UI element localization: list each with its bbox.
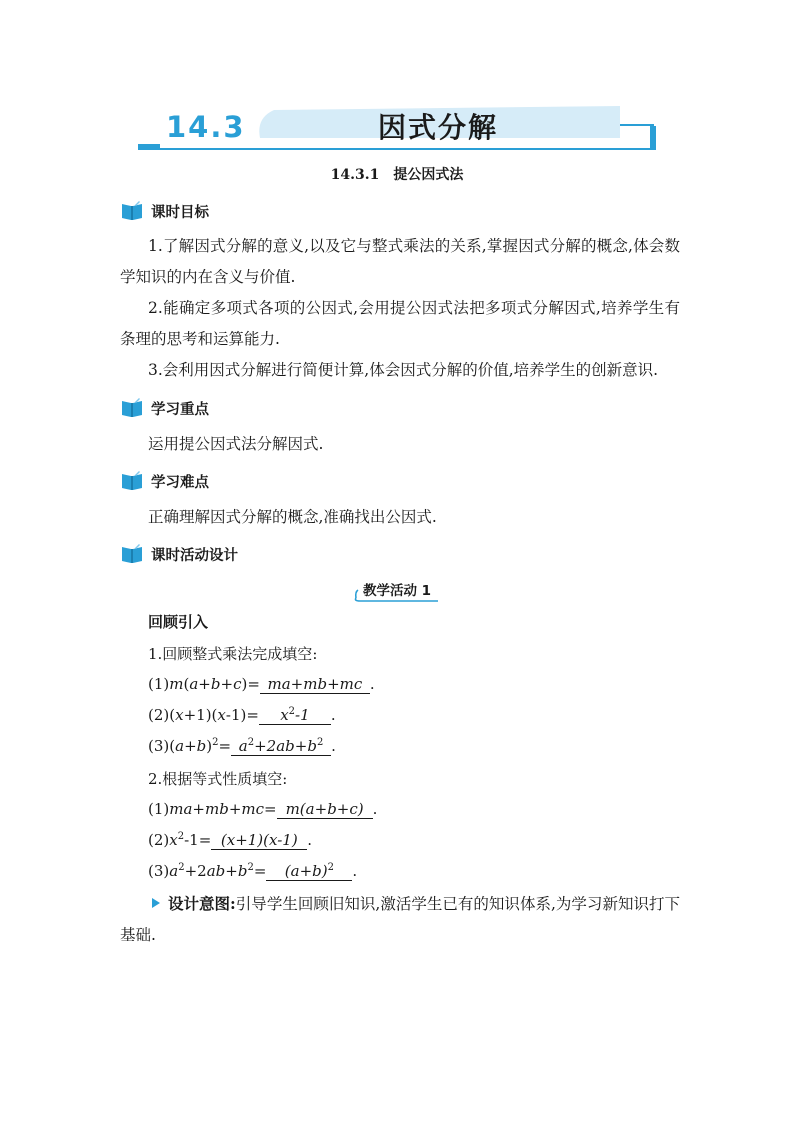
section-subtitle: 14.3.1 提公因式法: [330, 167, 464, 183]
activity-badge: [352, 578, 442, 602]
triangle-right-icon: [152, 898, 160, 908]
equation-line: (1)ma+mb+mc= m(a+b+c) .: [148, 800, 378, 818]
question-1: 1.回顾整式乘法完成填空:: [148, 645, 318, 663]
book-icon: [120, 200, 144, 222]
book-icon: [120, 470, 144, 492]
activity-heading: 回顾引入: [148, 613, 209, 631]
chapter-title: 因式分解: [378, 111, 499, 144]
equation-line: (1)m(a+b+c)= ma+mb+mc .: [148, 675, 375, 693]
book-icon: [120, 397, 144, 419]
design-intent-label: 设计意图:: [168, 894, 236, 913]
keypoint-text: 运用提公因式法分解因式.: [148, 435, 324, 453]
equation-line: $(2)(x+1)(x-1)= x^2-1$ .: [148, 706, 336, 724]
book-icon: [120, 543, 144, 565]
chapter-number: 14.3: [166, 110, 246, 144]
design-intent-text: 引导学生回顾旧知识,激活学生已有的知识体系,为学习新知识打下基础.: [120, 895, 680, 944]
equation-line: $(3)a^2+2ab+b^2= (a+b)^2$ .: [148, 862, 358, 880]
difficulty-text: 正确理解因式分解的概念,准确找出公因式.: [148, 508, 437, 526]
section-label: 课时活动设计: [151, 547, 238, 564]
design-intent: [120, 888, 680, 951]
activity-badge-label: 教学活动 1: [362, 583, 432, 599]
goal-item: 2.能确定多项式各项的公因式,会用提公因式法把多项式分解因式,培养学生有条理的思考和运算能力.: [120, 299, 680, 348]
goal-item: 1.了解因式分解的意义,以及它与整式乘法的关系,掌握因式分解的概念,体会数学知识的内在含义与价值.: [120, 237, 680, 286]
goal-item: 3.会利用因式分解进行简便计算,体会因式分解的价值,培养学生的创新意识.: [148, 361, 659, 379]
question-2: 2.根据等式性质填空:: [148, 770, 288, 788]
equation-line: $(2)x^2-1= (x+1)(x-1)$ .: [148, 831, 313, 849]
equation-line: $(3)(a+b)^2= a^2+2ab+b^2$ .: [148, 737, 336, 755]
section-label: 课时目标: [151, 204, 209, 221]
section-label: 学习难点: [151, 474, 209, 491]
section-label: 学习重点: [151, 401, 209, 418]
